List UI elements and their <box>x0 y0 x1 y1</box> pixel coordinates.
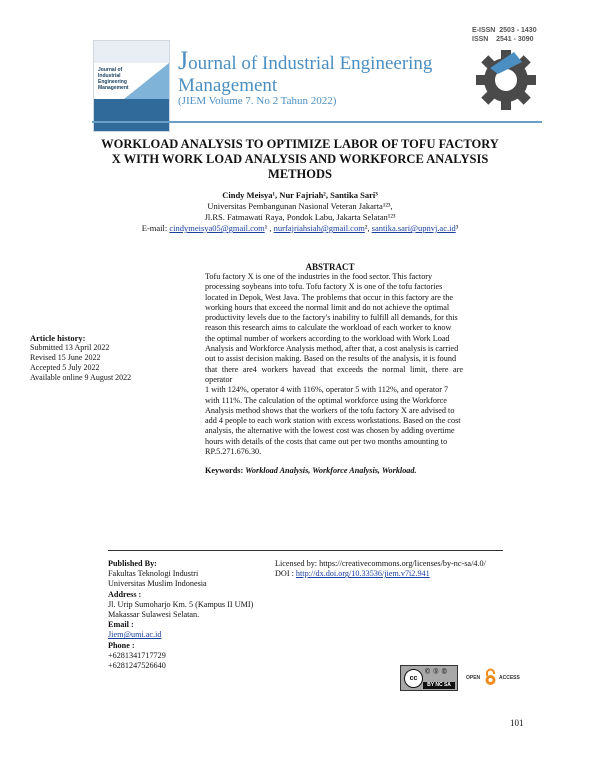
open-access-lock-icon <box>484 668 497 686</box>
phone-label: Phone : <box>108 640 135 650</box>
history-revised: Revised 15 June 2022 <box>30 353 101 362</box>
open-access-badge <box>466 668 526 688</box>
email-sup-3: ³ <box>455 223 459 233</box>
journal-name-part: ournal <box>188 53 237 74</box>
email-link-1[interactable]: cindymeisya05@gmail.com <box>169 223 265 233</box>
email-separator: , <box>267 223 274 233</box>
abstract-line: out to assist decision making. Based on the results of the analysis, it is found <box>205 354 457 364</box>
abstract-line: Analysis method shows that the workers of the tofu factory X are advised to <box>205 405 455 415</box>
abstract-line: analysis, the alternative with the lowest cost was chosen by adding overtime <box>205 426 455 436</box>
affiliation-2: Jl.RS. Fatmawati Raya, Pondok Labu, Jakarta Selatan¹²³ <box>204 212 396 222</box>
journal-name <box>178 46 448 97</box>
author-names-text: Cindy Meisya¹, Nur Fajriah², Santika Sari³ <box>222 190 378 200</box>
cover-title-line: Industrial Engineering <box>98 73 127 85</box>
cover-top-band <box>94 41 169 63</box>
abstract-line: add 4 people to each work station with excess workstations. Based on the cost <box>205 416 461 426</box>
published-label: Published By: <box>108 559 157 568</box>
journal-name-part: of Industrial Engineering <box>236 53 433 74</box>
footer-divider <box>108 550 503 551</box>
address-label: Address : <box>108 589 142 599</box>
open-access-right: ACCESS <box>499 675 520 681</box>
author-block <box>100 190 500 234</box>
address-line: Makassar Sulawesi Selatan. <box>108 610 200 620</box>
doi-label: DOI : <box>275 569 296 579</box>
abstract-line: 1 with 124%, operator 4 with 116%, operator 5 with 112%, and operator 7 <box>205 385 449 395</box>
email-separator: , <box>367 223 372 233</box>
open-access-left: OPEN <box>466 675 481 681</box>
license-text: Licensed by: https://creativecommons.org/licenses/by-nc-sa/4.0/ <box>275 559 486 568</box>
abstract-line: Tofu factory X is one of the industries in the food sector. This factory <box>205 272 433 281</box>
abstract-line: working hours that exceed the normal limit and do not achieve the optimal <box>205 302 450 312</box>
doi-line <box>275 569 535 579</box>
cc-terms-icons: Ⓒ Ⓢ Ⓔ <box>425 669 448 675</box>
abstract-line: with 111%. The calculation of the optimal workforce using the Workforce <box>205 395 447 405</box>
header-divider <box>92 121 542 123</box>
issn: ISSN 2541 - 3090 <box>472 36 534 43</box>
email-line <box>100 223 500 234</box>
cc-license-badge[interactable] <box>400 665 458 691</box>
abstract-line: processing soybeans into tofu. Tofu factory X is one of the tofu factories <box>205 282 443 292</box>
paper-title-line: X WITH WORK LOAD ANALYSIS AND WORKFORCE ANALYSIS <box>111 152 489 166</box>
phone-number: +6281247526640 <box>108 661 166 671</box>
cc-logo-icon: cc <box>404 669 423 688</box>
eissn: E-ISSN 2503 - 1430 <box>472 27 537 34</box>
history-accepted: Accepted 5 July 2022 <box>30 363 100 372</box>
gear-logo-icon <box>470 44 540 114</box>
affiliation-1: Universitas Pembangunan Nasional Veteran Jakarta¹²³, <box>207 201 393 211</box>
abstract-line: that there are4 workers havead that exceeds the normal limit, there are operator <box>205 364 463 384</box>
issn-block <box>472 26 537 44</box>
journal-name-line2: Management <box>178 75 278 96</box>
history-online: Available online 9 August 2022 <box>30 373 132 382</box>
abstract-line: located in Depok, West Java. The problems that occur in this factory are the <box>205 292 453 302</box>
journal-cover-thumbnail <box>93 40 170 132</box>
article-history <box>30 333 180 383</box>
abstract-line: productivity levels due to the factory's inability to fulfill all demands, for this <box>205 313 458 323</box>
abstract-line: RP.5.271.676.30. <box>205 447 262 457</box>
abstract-heading: ABSTRACT <box>305 262 355 272</box>
paper-title-line: WORKLOAD ANALYSIS TO OPTIMIZE LABOR OF TOFU FACTORY <box>101 137 499 151</box>
email-sup-1: ¹ <box>264 223 268 233</box>
phone-number: +6281341717729 <box>108 650 166 660</box>
paper-title-line: METHODS <box>268 167 332 181</box>
keywords-label: Keywords: <box>205 466 246 475</box>
doi-link[interactable]: http://dx.doi.org/10.33536/jiem.v7i2.941 <box>295 569 430 579</box>
cover-title <box>98 67 138 91</box>
cover-title-line: Management <box>98 85 129 91</box>
publisher-line: Fakultas Teknologi Industri <box>108 569 199 579</box>
journal-volume: (JIEM Volume 7. No 2 Tahun 2022) <box>178 95 337 107</box>
abstract-line: hours with details of the costs that came out per two months amounting to <box>205 436 448 446</box>
email-link-2[interactable]: nurfajriahsiah@gmail.com <box>273 223 365 233</box>
abstract-line: reason this research aims to calculate the workload of each worker to know <box>205 323 452 333</box>
paper-title <box>100 137 500 182</box>
article-history-heading: Article history: <box>30 333 86 343</box>
abstract-text <box>205 272 463 457</box>
keywords-value: Workload Analysis, Workforce Analysis, Workload. <box>245 466 417 475</box>
email-label: E-mail: <box>141 223 170 233</box>
page-number: 101 <box>510 718 524 728</box>
keywords <box>205 466 505 475</box>
abstract-line: Analysis and Workforce Analysis method, after that, a cost analysis is carried <box>205 344 459 354</box>
email-link-3[interactable]: santika.sari@upnvj.ac.id <box>371 223 456 233</box>
abstract-line: the optimal number of workers according to the workload with Work Load <box>205 333 450 343</box>
footer-email-link[interactable]: Jiem@umi.ac.id <box>108 630 162 640</box>
email-sup-2: ² <box>364 223 368 233</box>
publisher-line: Universitas Muslim Indonesia <box>108 579 207 589</box>
cc-terms-label: BY NC SA <box>423 682 455 689</box>
history-submitted: Submitted 13 April 2022 <box>30 343 110 352</box>
email-label-footer: Email : <box>108 620 134 630</box>
cover-bottom-band <box>94 99 169 131</box>
cover-title-line: Journal of <box>98 67 123 73</box>
license-block <box>275 559 535 579</box>
address-line: Jl. Urip Sumoharjo Km. 5 (Kampus II UMI) <box>108 599 254 609</box>
journal-name-initial: J <box>178 46 189 75</box>
author-names <box>100 190 500 201</box>
